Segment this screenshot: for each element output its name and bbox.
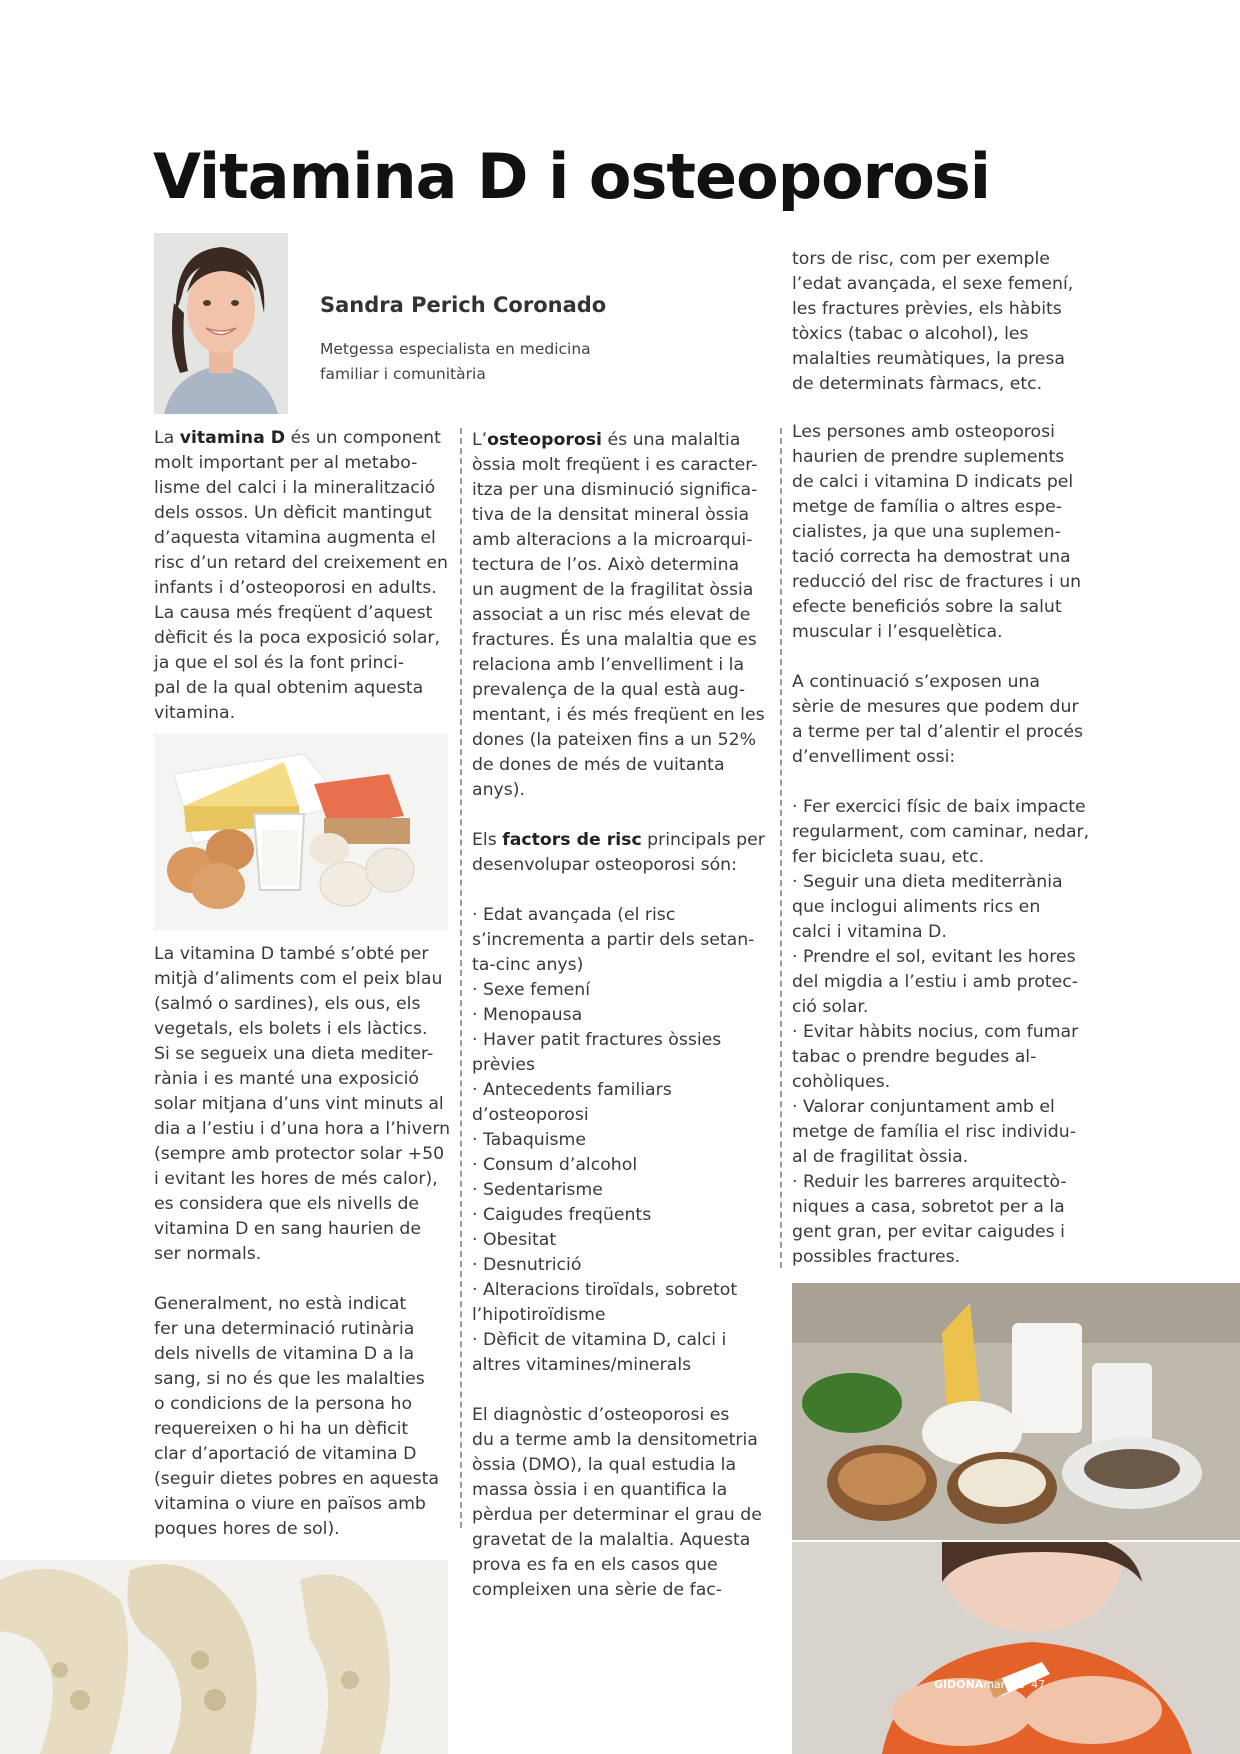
smoking-illustration <box>792 1542 1240 1754</box>
column-divider <box>460 428 462 1528</box>
author-portrait-illustration <box>154 233 288 414</box>
text-run: és un component molt important per al metabo- lisme del calci i la mineralització dels ossos. Un dèficit mantingut d’aquesta vitamina augmenta el risc d’un retard del creixement en infants i d’osteoporosi en adults. La causa més freqüent d’aquest dèficit és la poca exposició solar, ja que el sol és la font princi- pal de la qual obtenim aquesta vitamina. <box>154 428 448 723</box>
measures-intro: A continuació s’exposen una sèrie de mesures que podem dur a terme per tal d’alentir el procés d’envelliment ossi: <box>792 672 1084 767</box>
column-3-top <box>792 247 1092 397</box>
dietary-sources-paragraph: La vitamina D també s’obté per mitjà d’aliments com el peix blau (salmó o sardines), els ous, els vegetals, els bolets i els làctics. Si se segueix una dieta mediter- rània i es manté una exposició solar mitjana d’uns vint minuts al dia a l’estiu i d’una hora a l’hivern (sempre amb protector solar +50 i evitant les hores de més calor), es considera que els nivells de vitamina D en sang haurien de ser normals. <box>154 944 451 1264</box>
diagnosis-paragraph: El diagnòstic d’osteoporosi es du a terme amb la densitometria òssia (DMO), la qual estudia la massa òssia i en quantifica la pèrdua per determinar el grau de gravetat de la malaltia. Aquesta prova es fa en els casos que compleixen una sèrie de fac- <box>472 1405 762 1600</box>
supplements-paragraph: Les persones amb osteoporosi haurien de prendre suplements de calci i vitamina D indicats pel metge de família o altres espe- cialistes, ja que una suplemen- tació correcta ha demostrat una reducció del risc de fractures i un efecte beneficiós sobre la salut muscular i l’esquelètica. <box>792 422 1082 642</box>
bones-illustration <box>0 1560 448 1754</box>
text-run: Els <box>472 830 503 850</box>
column-2 <box>472 428 772 1603</box>
author-role: Metgessa especialista en medicina familiar i comunitària <box>320 340 591 383</box>
page-footer <box>934 1678 1084 1691</box>
measures-list: · Fer exercici físic de baix impacte regularment, com caminar, nedar, fer bicicleta suau, etc. · Seguir una dieta mediterrània que inclogui aliments rics en calci i vitamina D. · Prendre el sol, evitant les hores del migdia a l’estiu i amb protec- ció solar. · Evitar hàbits nocius, com fumar tabac o prendre begudes al- cohòliques. · Valorar conjuntament amb el metge de família el risc individu- al de fragilitat òssia. · Reduir les barreres arquitectò- niques a casa, sobretot per a la gent gran, per evitar caigudes i possibles fractures. <box>792 797 1090 1267</box>
issue-label: març23 <box>983 1678 1026 1691</box>
text-run: és una malaltia òssia molt freqüent i es caracter- itza per una disminució significa- tiva de la densitat mineral òssia amb alteracions a la microarqui- tectura de l’os. Això determina un augment de la fragilitat òssia associat a un risc més elevat de fractures. És una malaltia que es relaciona amb l’envelliment i la prevalença de la qual està aug- mentant, i és més freqüent en les dones (la pateixen fins a un 52% de dones de més de vuitanta anys). <box>472 430 765 800</box>
osteoporosis-paragraph <box>472 428 772 803</box>
author-name: Sandra Perich Coronado <box>320 293 607 317</box>
foods-illustration <box>154 734 448 930</box>
column-1-bottom <box>154 942 454 1542</box>
column-1-top <box>154 426 454 751</box>
bone-structure-photo <box>0 1560 448 1754</box>
vitamin-d-foods-photo <box>154 734 448 930</box>
calcium-foods-illustration <box>792 1283 1240 1540</box>
text-run: La <box>154 428 180 448</box>
calcium-foods-photo <box>792 1283 1240 1540</box>
magazine-name: GIDONA <box>934 1678 984 1691</box>
column-3-bottom <box>792 420 1092 1270</box>
page-number: 47 <box>1031 1678 1046 1691</box>
intro-paragraph <box>154 426 454 726</box>
testing-paragraph: Generalment, no està indicat fer una determinació rutinària dels nivells de vitamina D a la sang, si no és que les malalties o condicions de la persona ho requereixen o hi ha un dèficit clar d’aportació de vitamina D (seguir dietes pobres en aquesta vitamina o viure en països amb poques hores de sol). <box>154 1294 439 1539</box>
article-title: Vitamina D i osteoporosi <box>153 140 991 213</box>
bold-term: factors de risc <box>502 830 642 850</box>
bold-term: vitamina D <box>179 428 286 448</box>
risk-factors-intro <box>472 828 772 878</box>
column-divider <box>780 428 782 1268</box>
bold-term: osteoporosi <box>487 430 602 450</box>
risk-factors-list: · Edat avançada (el risc s’incrementa a partir dels setan- ta-cinc anys) · Sexe femení · Menopausa · Haver patit fractures òssies prèvies · Antecedents familiars d’osteoporosi · Tabaquisme · Consum d’alcohol · Sedentarisme · Caigudes freqüents · Obesitat · Desnutrició · Alteracions tiroïdals, sobretot l’hipotiroïdisme · Dèficit de vitamina D, calci i altres vitamines/minerals <box>472 905 755 1375</box>
author-photo <box>154 233 288 414</box>
diagnosis-continued-paragraph: tors de risc, com per exemple l’edat avançada, el sexe femení, les fractures prèvies, els hàbits tòxics (tabac o alcohol), les malalties reumàtiques, la presa de determinats fàrmacs, etc. <box>792 249 1074 394</box>
text-run: principals per desenvolupar osteoporosi són: <box>472 830 765 875</box>
quit-smoking-photo <box>792 1542 1240 1754</box>
text-run: L’ <box>472 430 488 450</box>
